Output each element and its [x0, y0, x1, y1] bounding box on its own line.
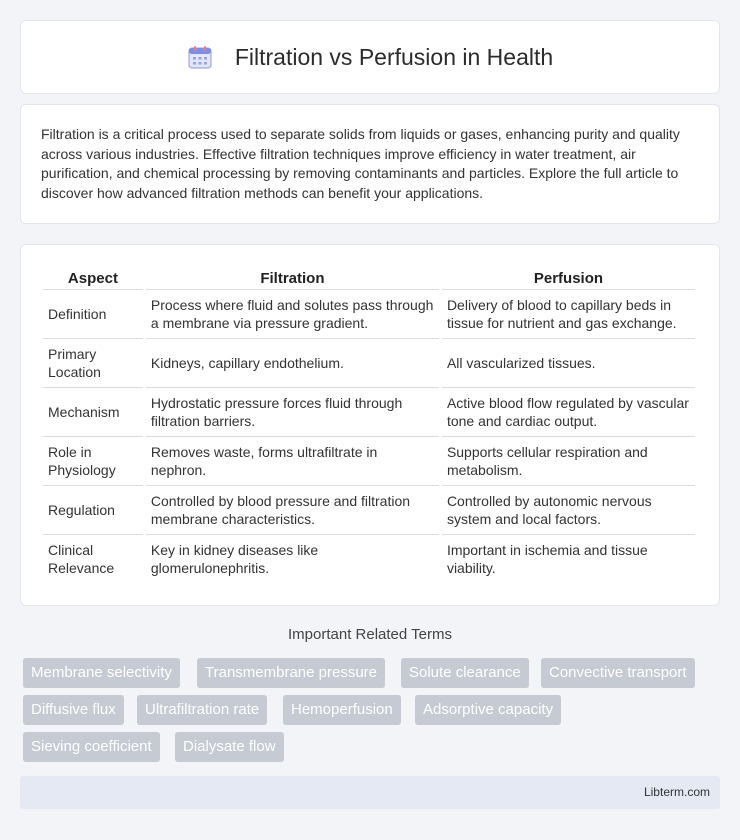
table-row [43, 338, 695, 387]
term-tag[interactable]: Diffusive flux [23, 695, 124, 725]
row-aspect: Definition [43, 289, 143, 338]
row-perfusion: Supports cellular respiration and metabolism. [442, 436, 695, 485]
table-header-row [43, 265, 695, 289]
intro-text: Filtration is a critical process used to separate solids from liquids or gases, enhancing purity and quality across various industries. Effective filtration techniques improve efficiency in water treatment, air purification, and chemical processing by removing contaminants and particles. Explore the full article to discover how advanced filtration methods can benefit your applications. [41, 126, 680, 201]
related-terms-title: Important Related Terms [288, 626, 452, 643]
table-row [43, 534, 695, 583]
comparison-table [40, 265, 698, 583]
header-perfusion: Perfusion [533, 270, 604, 287]
row-filtration: Removes waste, forms ultrafiltrate in nephron. [146, 436, 439, 485]
table-row [43, 289, 695, 338]
table-row [43, 485, 695, 534]
row-aspect: Role in Physiology [43, 436, 143, 485]
footer-brand-link[interactable]: Libterm.com [643, 785, 710, 799]
row-filtration: Controlled by blood pressure and filtration membrane characteristics. [146, 485, 439, 534]
comparison-card [20, 244, 720, 606]
row-perfusion: Controlled by autonomic nervous system and local factors. [442, 485, 695, 534]
term-tag[interactable]: Sieving coefficient [23, 732, 160, 762]
term-tag[interactable]: Hemoperfusion [283, 695, 401, 725]
header-card [20, 20, 720, 94]
footer [20, 776, 720, 809]
term-tag[interactable]: Transmembrane pressure [197, 658, 385, 688]
row-aspect: Mechanism [43, 387, 143, 436]
term-tag[interactable]: Solute clearance [401, 658, 529, 688]
term-tag[interactable]: Membrane selectivity [23, 658, 180, 688]
row-perfusion: Active blood flow regulated by vascular tone and cardiac output. [442, 387, 695, 436]
calendar-icon [187, 44, 213, 70]
page-title: Filtration vs Perfusion in Health [234, 43, 554, 70]
row-perfusion: Important in ischemia and tissue viability. [442, 534, 695, 583]
row-aspect: Primary Location [43, 338, 143, 387]
table-row [43, 436, 695, 485]
row-perfusion: Delivery of blood to capillary beds in tissue for nutrient and gas exchange. [442, 289, 695, 338]
row-aspect: Regulation [43, 485, 143, 534]
row-perfusion: All vascularized tissues. [442, 338, 695, 387]
row-aspect: Clinical Relevance [43, 534, 143, 583]
intro-card [20, 104, 720, 224]
row-filtration: Process where fluid and solutes pass through a membrane via pressure gradient. [146, 289, 439, 338]
header-filtration: Filtration [260, 270, 325, 287]
header-aspect: Aspect [67, 270, 118, 287]
row-filtration: Kidneys, capillary endothelium. [146, 338, 439, 387]
term-tag[interactable]: Ultrafiltration rate [137, 695, 267, 725]
table-row [43, 387, 695, 436]
term-tag[interactable]: Dialysate flow [175, 732, 284, 762]
row-filtration: Hydrostatic pressure forces fluid through filtration barriers. [146, 387, 439, 436]
term-tag[interactable]: Adsorptive capacity [415, 695, 561, 725]
term-tag[interactable]: Convective transport [541, 658, 695, 688]
row-filtration: Key in kidney diseases like glomerulonephritis. [146, 534, 439, 583]
